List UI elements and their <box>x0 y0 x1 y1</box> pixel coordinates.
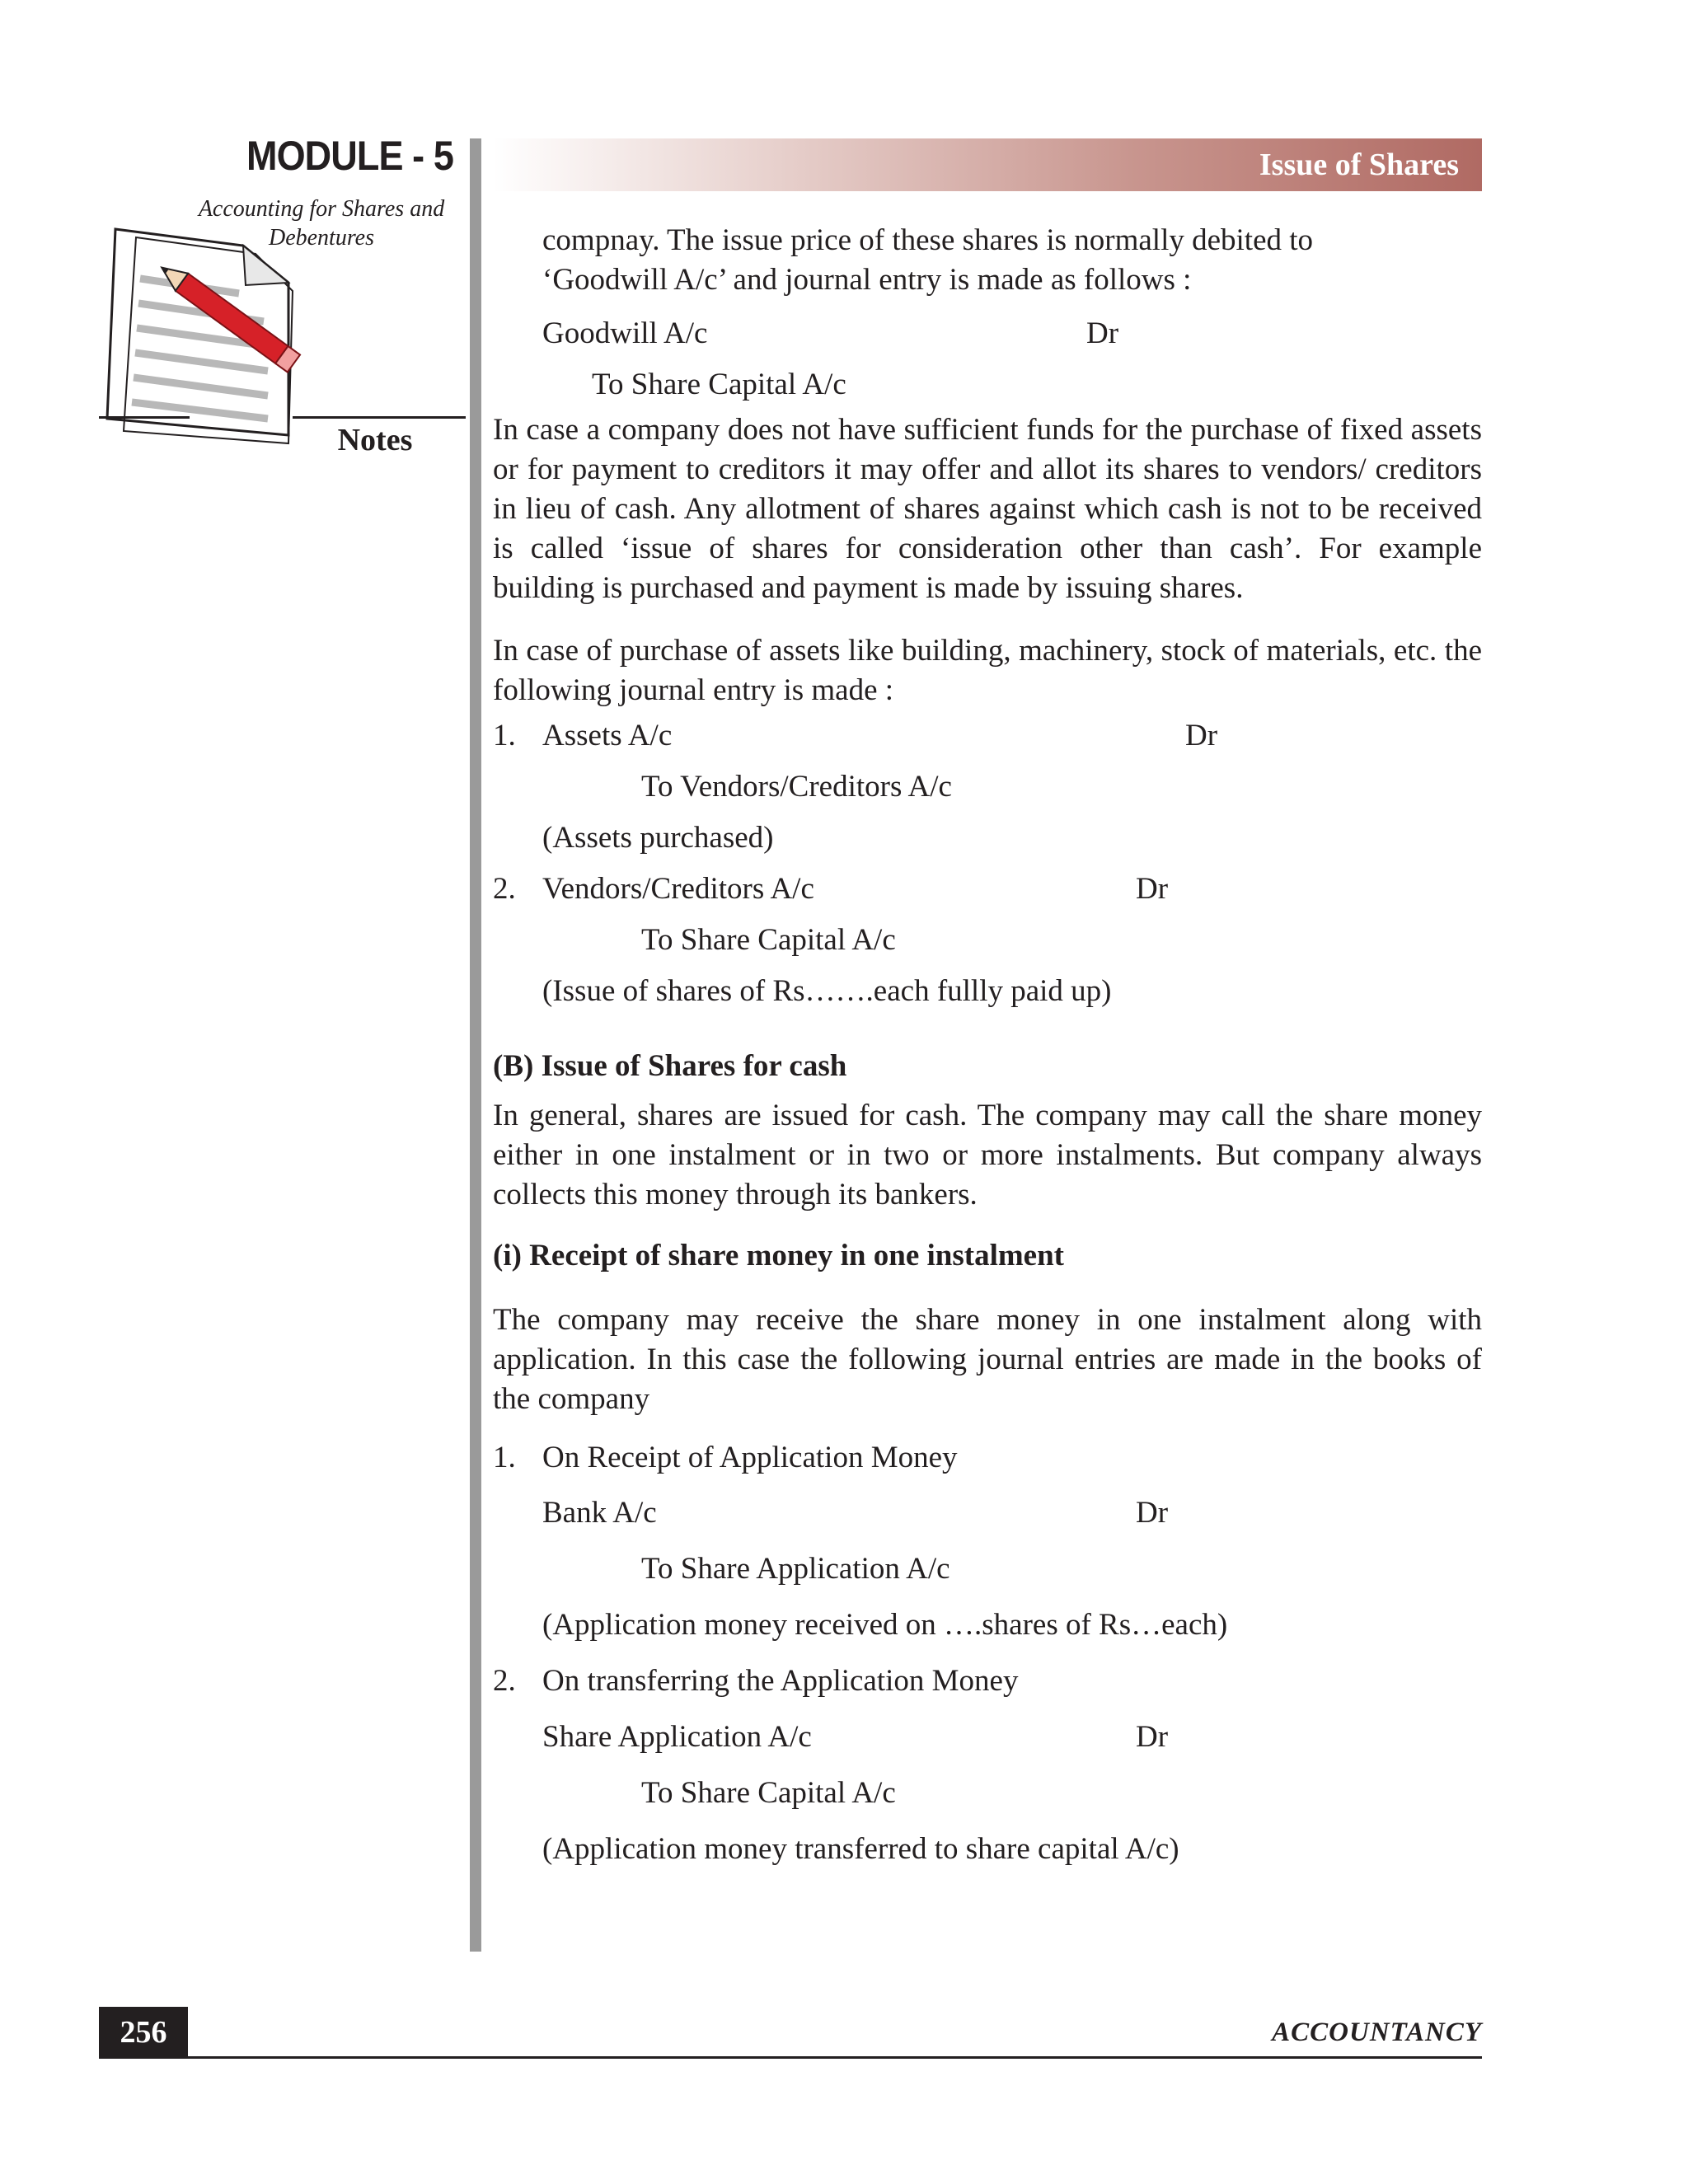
step-number: 1. <box>493 1441 516 1474</box>
entry-credit: To Vendors/Creditors A/c <box>641 770 952 804</box>
entry-dr: Dr <box>1185 719 1218 752</box>
page-number: 256 <box>99 2007 188 2058</box>
journal-entry-1-narration <box>493 813 1482 864</box>
module-subtitle-line2: Debentures <box>268 225 375 251</box>
step-1-title <box>493 1431 1482 1485</box>
goodwill-dr: Dr <box>1086 316 1119 350</box>
entry-narration: (Issue of shares of Rs…….each fullly paid up) <box>542 974 1112 1008</box>
module-subtitle-line1: Accounting for Shares and <box>198 196 445 222</box>
journal-entry-1-credit <box>493 762 1482 813</box>
goodwill-account: Goodwill A/c <box>542 316 708 350</box>
step-1-entry <box>493 1485 1482 1541</box>
step-narration: (Application money transferred to share capital A/c) <box>542 1832 1179 1866</box>
step-dr: Dr <box>1136 1496 1169 1530</box>
step-title: On transferring the Application Money <box>542 1664 1019 1698</box>
entry-number: 1. <box>493 719 516 752</box>
module-title: MODULE - 5 <box>246 133 453 179</box>
step-narration: (Application money received on ….shares of Rs…each) <box>542 1608 1228 1642</box>
notes-pencil-icon <box>91 221 330 460</box>
step-dr: Dr <box>1136 1720 1169 1754</box>
paragraph-purchase: In case of purchase of assets like building, machinery, stock of materials, etc. the following journal entry is made : <box>493 634 1482 707</box>
notes-label: Notes <box>337 423 413 457</box>
entry-account: Vendors/Creditors A/c <box>542 872 814 906</box>
footer-brand: ACCOUNTANCY <box>1272 2018 1482 2047</box>
section-heading-i: (i) Receipt of share money in one instalment <box>493 1239 1064 1272</box>
step-credit: To Share Capital A/c <box>641 1776 896 1810</box>
entry-account: Assets A/c <box>542 719 673 752</box>
step-credit: To Share Application A/c <box>641 1552 950 1586</box>
step-2-title <box>493 1653 1482 1709</box>
goodwill-entry <box>493 308 1482 359</box>
entry-dr: Dr <box>1136 872 1169 906</box>
entry-credit: To Share Capital A/c <box>641 923 896 957</box>
goodwill-credit-entry <box>493 359 1482 410</box>
step-2-entry <box>493 1709 1482 1765</box>
footer-rule <box>99 2056 1482 2059</box>
page-content <box>493 221 1482 1877</box>
header-title: Issue of Shares <box>1259 148 1459 182</box>
step-1-credit <box>493 1541 1482 1597</box>
journal-entry-2-narration <box>493 966 1482 1017</box>
step-2-narration <box>493 1821 1482 1877</box>
journal-entry-2 <box>493 864 1482 915</box>
journal-entry-1 <box>493 710 1482 762</box>
notes-rule-left <box>99 416 190 419</box>
step-title: On Receipt of Application Money <box>542 1441 958 1474</box>
step-2-credit <box>493 1765 1482 1821</box>
entry-number: 2. <box>493 872 516 906</box>
step-1-narration <box>493 1597 1482 1653</box>
paragraph-intro-line2: ‘Goodwill A/c’ and journal entry is made as follows : <box>542 263 1192 297</box>
step-account: Bank A/c <box>542 1496 657 1530</box>
entry-narration: (Assets purchased) <box>542 821 774 855</box>
section-heading-b: (B) Issue of Shares for cash <box>493 1049 847 1083</box>
journal-entry-2-credit <box>493 915 1482 966</box>
step-number: 2. <box>493 1664 516 1698</box>
paragraph-intro-line1: compnay. The issue price of these shares is normally debited to <box>542 223 1314 257</box>
goodwill-credit: To Share Capital A/c <box>592 368 846 401</box>
notes-rule-right <box>293 416 466 419</box>
step-account: Share Application A/c <box>542 1720 812 1754</box>
paragraph-consideration: In case a company does not have sufficient funds for the purchase of fixed assets or for payment to creditors it may offer and allot its shares to vendors/ creditors in lieu of cash. Any allotment of shares against which cash is not to be received is called ‘issue of shares for consideration other than cash’. For example building is purchased and payment is made by issuing shares. <box>493 413 1482 605</box>
paragraph-one-instalment: The company may receive the share money in one instalment along with application. In this case the following journal entries are made in the books of the company <box>493 1303 1482 1416</box>
paragraph-cash: In general, shares are issued for cash. The company may call the share money either in one instalment or in two or more instalments. But company always collects this money through its bankers. <box>493 1099 1482 1212</box>
vertical-divider <box>470 138 481 1952</box>
